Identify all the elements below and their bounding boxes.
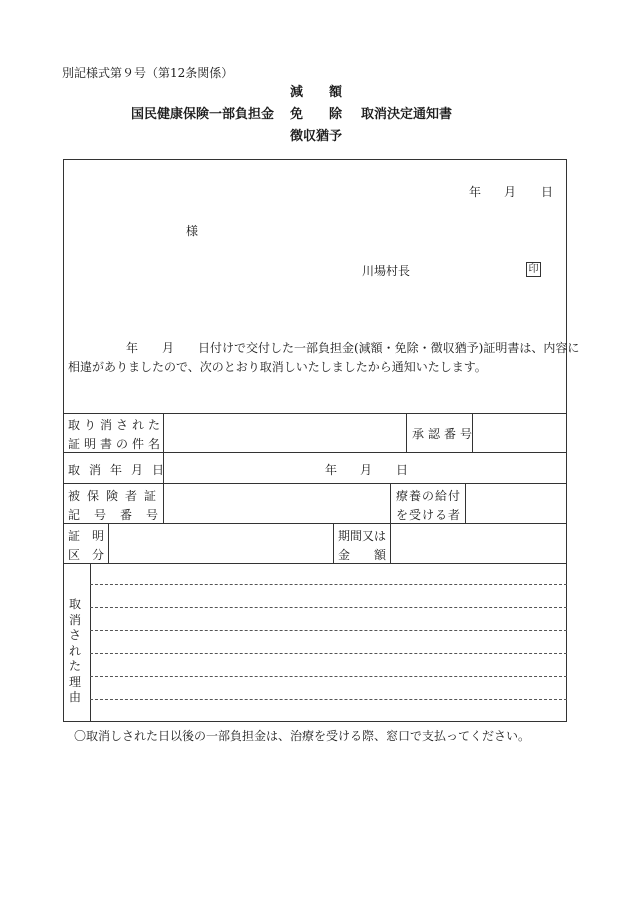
seal-mark: 印 bbox=[526, 262, 541, 277]
cancel-date-month: 月 bbox=[360, 463, 373, 477]
cancel-date-year: 年 bbox=[325, 463, 338, 477]
row-rule-2 bbox=[63, 483, 567, 484]
addressee-suffix: 様 bbox=[186, 224, 199, 238]
reason-writing-line-2 bbox=[90, 607, 567, 608]
reason-label: 取消された理由 bbox=[68, 597, 81, 704]
reason-writing-line-1 bbox=[90, 584, 567, 585]
title-option-deferral: 徴収猶予 bbox=[290, 129, 343, 144]
col-rule-period-right bbox=[390, 523, 391, 563]
issuer-name: 川場村長 bbox=[362, 264, 411, 278]
reason-writing-line-6 bbox=[90, 699, 567, 700]
medical-recipient-label-2: を受ける者 bbox=[396, 508, 462, 522]
form-label: 別記様式第９号（第12条関係） bbox=[62, 66, 234, 80]
col-rule-approval-left bbox=[406, 413, 407, 452]
approval-number-label: 承認番号 bbox=[412, 427, 477, 441]
col-rule-recipient-right bbox=[465, 483, 466, 523]
col-rule-period-left bbox=[333, 523, 334, 563]
footer-note: 〇取消しされた日以後の一部負担金は、治療を受ける際、窓口で支払ってください。 bbox=[74, 729, 531, 743]
notice-body-line1: 年 月 日付けで交付した一部負担金(減額・免除・徴収猶予)証明書は、内容に bbox=[126, 341, 580, 355]
cert-category-label-1: 証 明 bbox=[68, 529, 105, 543]
notice-date-day: 日 bbox=[541, 185, 554, 199]
period-amount-label-2: 金 額 bbox=[338, 548, 387, 562]
title-option-exemption: 免 除 bbox=[290, 107, 343, 122]
notice-body-line2: 相違がありましたので、次のとおり取消しいたしましたから通知いたします。 bbox=[68, 360, 487, 374]
notice-date-year: 年 bbox=[469, 185, 482, 199]
cancelled-certificate-label-2: 証明書の件名 bbox=[68, 437, 165, 451]
row-rule-3 bbox=[63, 523, 567, 524]
period-amount-label-1: 期間又は bbox=[338, 529, 387, 543]
title-option-reduction: 減 額 bbox=[290, 85, 343, 100]
title-prefix: 国民健康保険一部負担金 bbox=[131, 107, 275, 122]
cancel-date-label: 取消年月日 bbox=[68, 463, 174, 477]
col-rule-category bbox=[108, 523, 109, 563]
cancelled-certificate-label-1: 取り消された bbox=[68, 418, 165, 432]
row-rule-4 bbox=[63, 563, 567, 564]
title-suffix: 取消決定通知書 bbox=[361, 107, 453, 122]
insured-cert-label-1: 被保険者証 bbox=[68, 489, 164, 503]
table-top-rule bbox=[63, 413, 567, 414]
medical-recipient-label-1: 療養の給付 bbox=[396, 489, 462, 503]
reason-writing-line-3 bbox=[90, 630, 567, 631]
col-rule-recipient-left bbox=[390, 483, 391, 523]
insured-cert-label-2: 記号番号 bbox=[68, 508, 173, 522]
cancel-date-day: 日 bbox=[396, 463, 409, 477]
reason-writing-line-5 bbox=[90, 676, 567, 677]
reason-writing-line-4 bbox=[90, 653, 567, 654]
notice-date-month: 月 bbox=[504, 185, 517, 199]
row-rule-1 bbox=[63, 452, 567, 453]
cert-category-label-2: 区 分 bbox=[68, 548, 105, 562]
